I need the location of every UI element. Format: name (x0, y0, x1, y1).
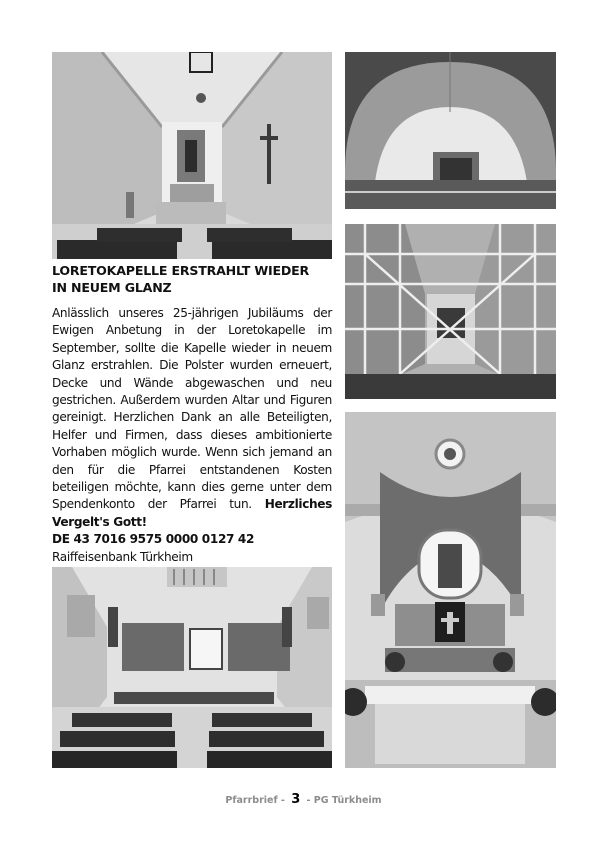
footer-left: Pfarrbrief - (225, 795, 285, 806)
photo-altar (345, 412, 556, 768)
article-body (52, 305, 332, 566)
footer-right: - PG Türkheim (306, 795, 382, 806)
article-headline (52, 262, 332, 296)
page-footer (0, 792, 607, 807)
bank-iban: DE 43 7016 9575 0000 0127 42 (52, 532, 255, 547)
bank-name: Raiffeisenbank Türkheim (52, 549, 193, 564)
headline-line-1: LORETOKAPELLE ERSTRAHLT WIEDER (52, 263, 310, 278)
article-closing: Herzliches Vergelt's Gott! (52, 497, 332, 529)
article (52, 262, 332, 566)
photo-vaulted-ceiling (345, 52, 556, 209)
photo-scaffolding (345, 224, 556, 399)
headline-line-2: IN NEUEM GLANZ (52, 280, 172, 295)
page-number: 3 (291, 792, 301, 807)
photo-chapel-interior-altar (52, 52, 332, 259)
article-body-text: Anlässlich unseres 25-jährigen Jubiläums der Ewigen Anbetung in der Loretokapelle im September, sollte die Kapelle wieder in neuem Glanz erstrahlen. Die Polster wurden erneuert, Decke und Wände abgewaschen und neu gestrichen. Außerdem wurden Altar und Figuren gereinigt. Herzlichen Dank an alle Beteiligten, Helfer und Firmen, dass dieses ambitionierte Vorhaben möglich wurde. Wenn sich jemand an den für die Pfarrei entstandenen Kosten beteiligen möchte, kann dies gerne unter dem Spendenkonto der Pfarrei tun. (52, 306, 332, 512)
photo-chapel-back-wall (52, 567, 332, 768)
